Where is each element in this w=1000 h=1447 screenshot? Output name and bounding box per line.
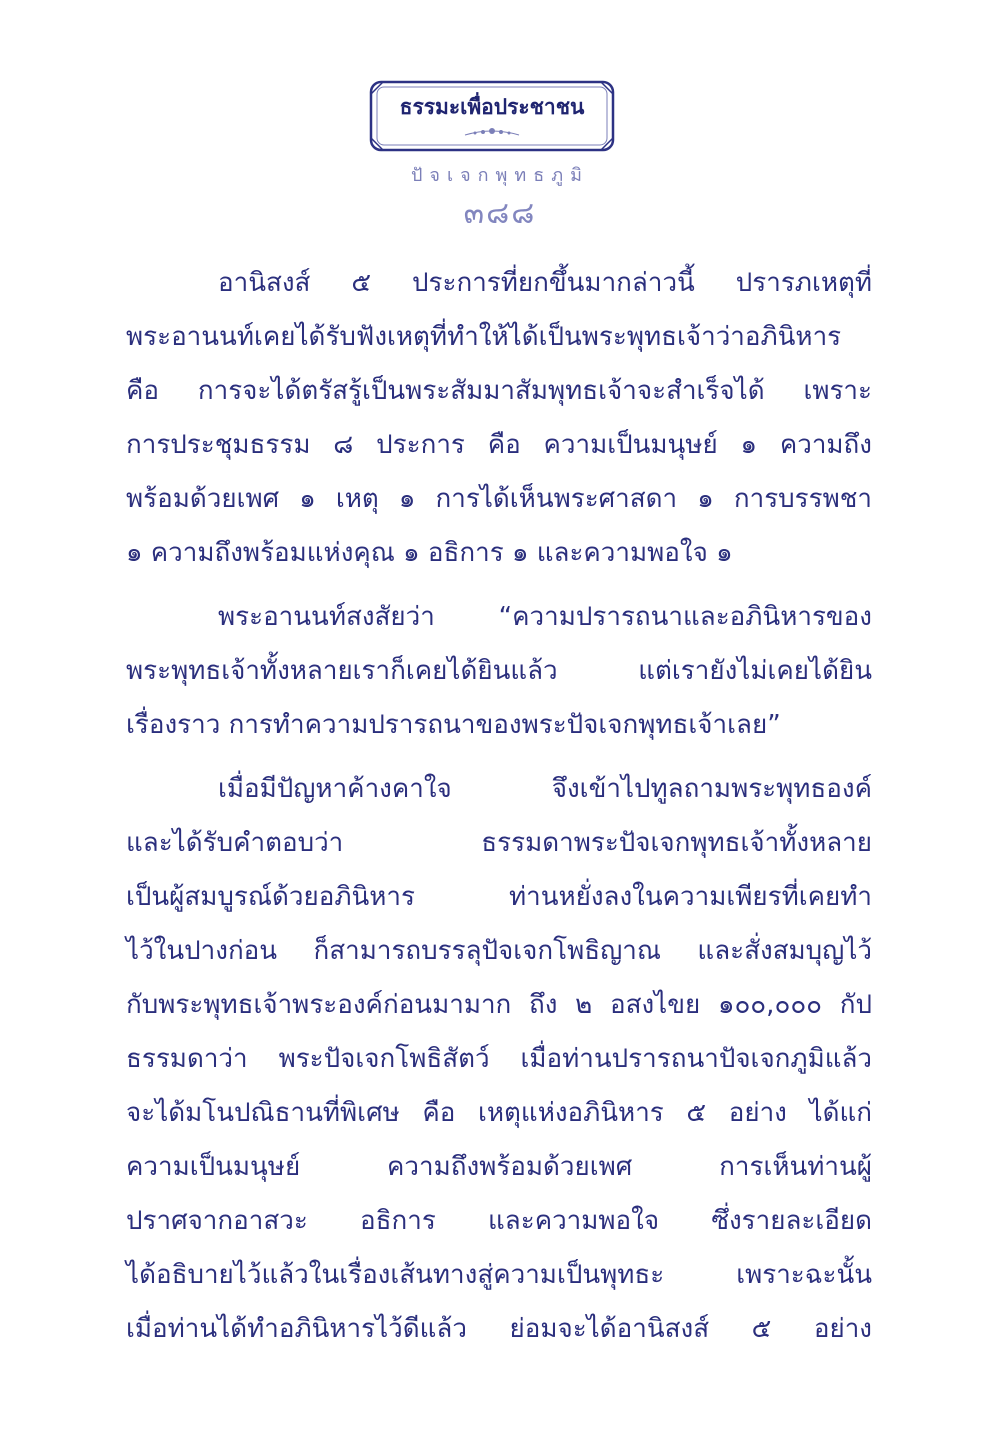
text-line: ๑ ความถึงพร้อมแห่งคุณ ๑ อธิการ ๑ และความพอใจ ๑ [126,538,733,568]
text-line: อานิสงส์ ๕ ประการที่ยกขึ้นมากล่าวนี้ ปรารภเหตุที่ [218,268,872,298]
text-line: เมื่อมีปัญหาค้างคาใจ จึงเข้าไปทูลถามพระพุทธองค์ [218,774,872,804]
text-line: เมื่อท่านได้ทำอภินิหารไว้ดีแล้ว ย่อมจะได้อานิสงส์ ๕ อย่าง [126,1314,872,1344]
text-line: ธรรมดาว่า พระปัจเจกโพธิสัตว์ เมื่อท่านปรารถนาปัจเจกภูมิแล้ว [126,1044,872,1074]
text-line: ความเป็นมนุษย์ ความถึงพร้อมด้วยเพศ การเห็นท่านผู้ [126,1152,872,1182]
text-line: พระพุทธเจ้าทั้งหลายเราก็เคยได้ยินแล้ว แต่เรายังไม่เคยได้ยิน [126,656,872,686]
text-line: ได้อธิบายไว้แล้วในเรื่องเส้นทางสู่ความเป็นพุทธะ เพราะฉะนั้น [126,1260,872,1290]
text-line: จะได้มโนปณิธานที่พิเศษ คือ เหตุแห่งอภินิหาร ๕ อย่าง ได้แก่ [126,1098,872,1128]
publisher-logo [369,80,615,152]
page-body [126,256,872,1356]
text-line: การประชุมธรรม ๘ ประการ คือ ความเป็นมนุษย์ ๑ ความถึง [126,430,872,460]
text-line: พระอานนท์สงสัยว่า “ความปรารถนาและอภินิหารของ [218,602,872,632]
paragraph-1 [126,256,872,580]
text-line: เป็นผู้สมบูรณ์ด้วยอภินิหาร ท่านหยั่งลงในความเพียรที่เคยทำ [126,882,872,912]
text-line: พร้อมด้วยเพศ ๑ เหตุ ๑ การได้เห็นพระศาสดา ๑ การบรรพชา [126,484,872,514]
book-title: ปัจเจกพุทธภูมิ [410,165,590,186]
text-line: คือ การจะได้ตรัสรู้เป็นพระสัมมาสัมพุทธเจ้าจะสำเร็จได้ เพราะ [126,376,872,406]
paragraph-2 [126,590,872,752]
logo-text: ธรรมะเพื่อประชาชน [399,95,585,119]
text-line: เรื่องราว การทำความปรารถนาของพระปัจเจกพุทธเจ้าเลย” [126,710,781,740]
text-line: และได้รับคำตอบว่า ธรรมดาพระปัจเจกพุทธเจ้าทั้งหลาย [126,828,872,858]
text-line: ไว้ในปางก่อน ก็สามารถบรรลุปัจเจกโพธิญาณ และสั่งสมบุญไว้ [126,936,872,966]
page-number: ๓๘๘ [463,196,537,231]
text-line: กับพระพุทธเจ้าพระองค์ก่อนมามาก ถึง ๒ อสงไขย ๑๐๐,๐๐๐ กัป [126,990,872,1020]
paragraph-3 [126,762,872,1356]
text-line: พระอานนท์เคยได้รับฟังเหตุที่ทำให้ได้เป็นพระพุทธเจ้าว่าอภินิหาร [126,322,842,352]
text-line: ปราศจากอาสวะ อธิการ และความพอใจ ซึ่งรายละเอียด [126,1206,872,1236]
